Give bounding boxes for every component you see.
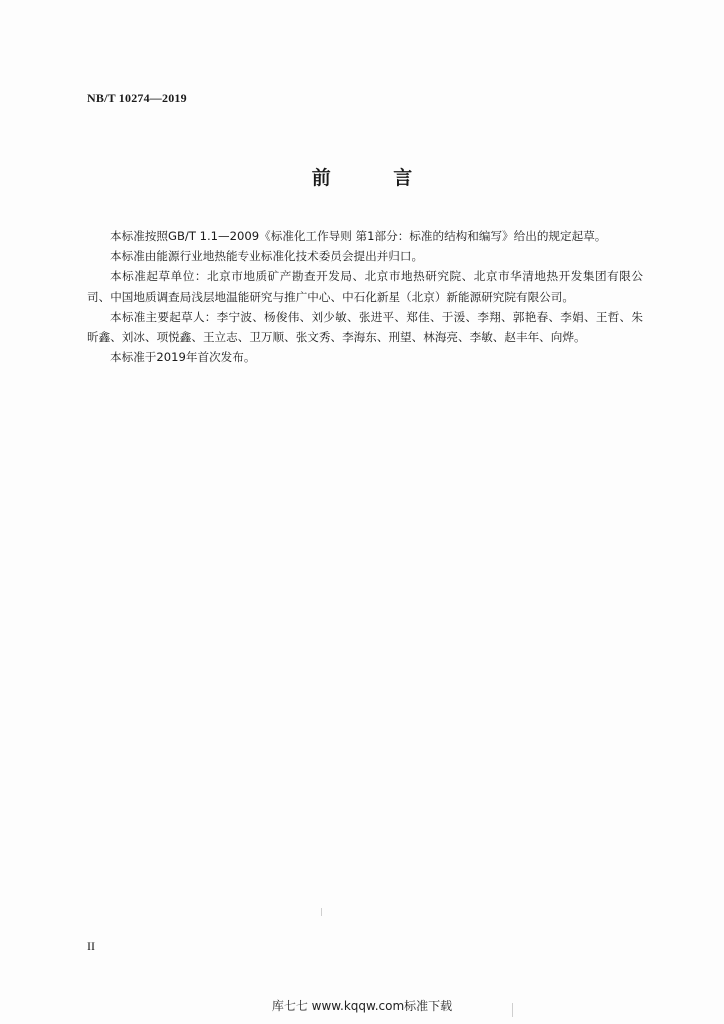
standard-code: NB/T 10274—2019 — [87, 91, 187, 105]
paragraph-first-release: 本标准于2019年首次发布。 — [110, 350, 256, 365]
paragraph-drafting-units: 本标准起草单位：北京市地质矿产勘查开发局、北京市地热研究院、北京市华清地热开发集团有限公司、中国地质调查局浅层地温能研究与推广中心、中石化新星（北京）新能源研究院有限公司。 — [87, 269, 643, 304]
paragraph-drafters: 本标准主要起草人：李宁波、杨俊伟、刘少敏、张进平、郑佳、于湲、李翔、郭艳春、李娟、王哲、朱昕鑫、刘冰、项悦鑫、王立志、卫万顺、张文秀、李海东、刑望、林海亮、李敏、赵丰年、向烨。 — [87, 309, 643, 345]
paragraph-drafting-rules: 本标准按照GB/T 1.1—2009《标准化工作导则 第1部分：标准的结构和编写》给出的规定起草。 — [110, 229, 607, 243]
scan-speck — [321, 908, 322, 916]
page-number: II — [87, 939, 95, 953]
page-title: 前 言 — [311, 167, 441, 189]
foreword-body — [87, 226, 643, 367]
download-watermark: 库七七 www.kqqw.com标准下载 — [271, 999, 453, 1013]
paragraph-proposer: 本标准由能源行业地热能专业标准化技术委员会提出并归口。 — [110, 249, 424, 264]
